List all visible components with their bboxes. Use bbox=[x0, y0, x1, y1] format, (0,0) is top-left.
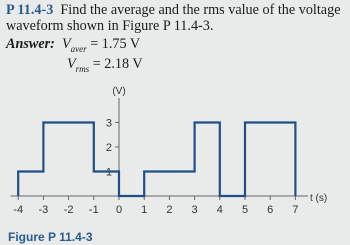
y-tick-label: 3 bbox=[105, 117, 112, 130]
x-tick-label: -3 bbox=[38, 204, 49, 216]
vrms-value: = 2.18 V bbox=[92, 56, 143, 72]
x-tick-label: 3 bbox=[191, 204, 198, 216]
x-tick-label: -4 bbox=[13, 204, 24, 216]
x-tick-label: 6 bbox=[267, 204, 274, 216]
y-tick-label: 1 bbox=[105, 166, 112, 179]
plot-axes bbox=[11, 98, 308, 196]
plot-ticks bbox=[13, 118, 298, 217]
x-tick-label: 7 bbox=[292, 204, 299, 216]
vaver-symbol: V bbox=[61, 36, 71, 52]
problem-text: Find the average and the rms value of the voltage waveform shown in Figure P 11.4-3. bbox=[6, 2, 341, 34]
vaver-value: = 1.75 V bbox=[90, 36, 141, 52]
x-tick-label: 5 bbox=[241, 204, 249, 216]
x-tick-label: -2 bbox=[63, 204, 74, 216]
waveform-line bbox=[18, 123, 295, 197]
answer-label: Answer: bbox=[6, 36, 55, 52]
problem-number: P 11.4-3 bbox=[6, 2, 54, 18]
x-axis-label: t (s) bbox=[310, 193, 328, 204]
vrms-subscript: rms bbox=[75, 63, 90, 74]
x-tick-label: 2 bbox=[166, 204, 173, 216]
x-tick-label: 4 bbox=[216, 204, 223, 216]
y-axis-label: (V) bbox=[112, 86, 126, 97]
x-tick-label: 0 bbox=[115, 204, 123, 216]
y-tick-label: 2 bbox=[105, 142, 112, 154]
x-tick-label: 1 bbox=[141, 204, 148, 216]
figure-caption: Figure P 11.4-3 bbox=[8, 230, 93, 244]
x-tick-label: -1 bbox=[88, 204, 99, 216]
vrms-symbol: V bbox=[67, 56, 76, 72]
vaver-subscript: aver bbox=[70, 43, 87, 54]
